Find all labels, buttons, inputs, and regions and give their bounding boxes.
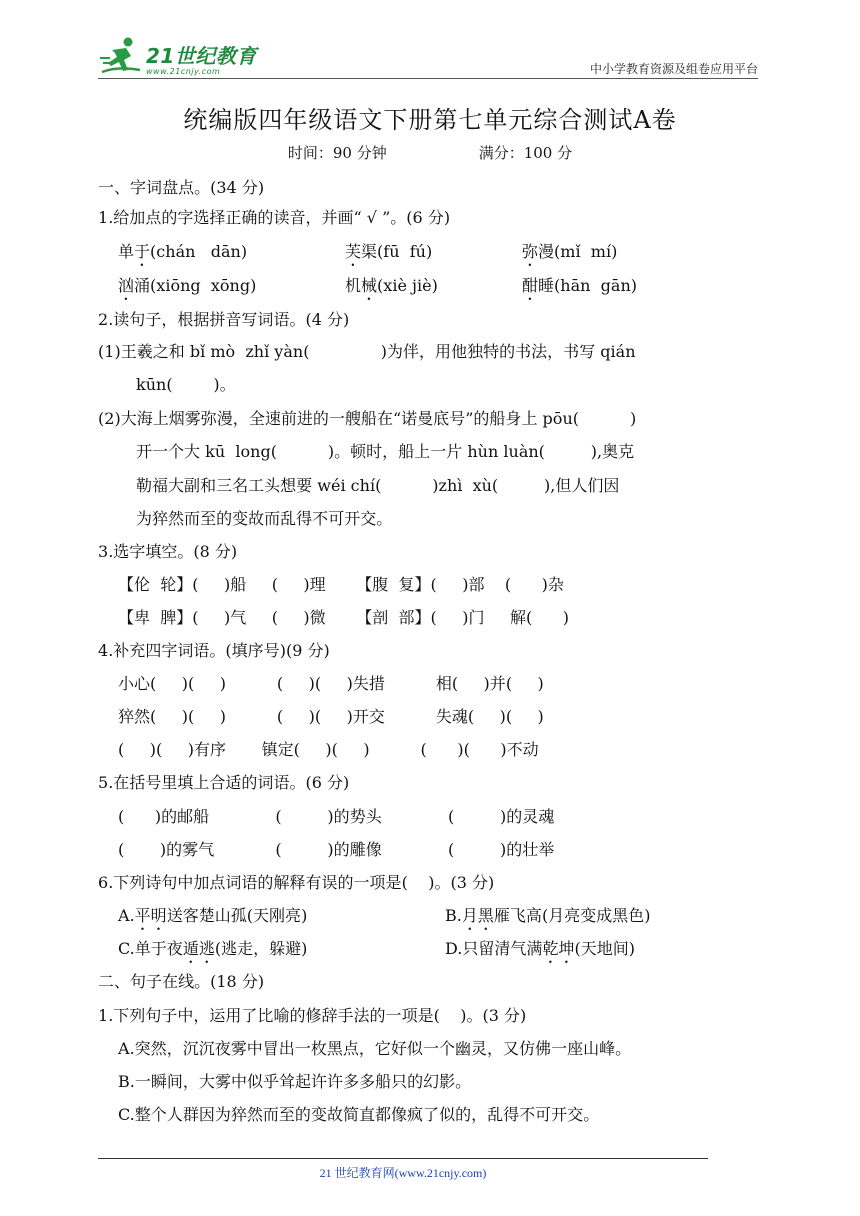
footer-divider xyxy=(98,1158,708,1159)
exam-line: 单于(chán dān) xyxy=(118,242,248,261)
exam-line: D.只留清气满乾坤(天地间) xyxy=(445,939,636,958)
logo-url: www.21cnjy.com xyxy=(146,67,221,76)
exam-line: (2)大海上烟雾弥漫，全速前进的一艘船在“诺曼底号”的船身上 pōu( ) xyxy=(98,409,637,428)
exam-line: 为猝然而至的变故而乱得不可开交。 xyxy=(136,509,393,528)
exam-line: 1.下列句子中，运用了比喻的修辞手法的一项是( )。(3 分) xyxy=(98,1006,527,1025)
exam-line: B.一瞬间，大雾中似乎耸起许许多多船只的幻影。 xyxy=(118,1072,472,1091)
exam-line: kūn( )。 xyxy=(136,375,236,394)
exam-line: 酣睡(hān gān) xyxy=(522,276,637,295)
exam-line: 6.下列诗句中加点词语的解释有误的一项是( )。(3 分) xyxy=(98,873,495,892)
exam-line: 猝然( )( ) ( )( )开交 失魂( )( ) xyxy=(118,707,544,726)
exam-line: (1)王羲之和 bǐ mò zhǐ yàn( )为伴，用他独特的书法，书写 qián xyxy=(98,342,636,361)
exam-line: 芙渠(fū fú) xyxy=(345,242,433,261)
exam-line: C.单于夜遁逃(逃走，躲避) xyxy=(118,939,308,958)
exam-title: 统编版四年级语文下册第七单元综合测试A卷 xyxy=(183,106,677,134)
header-divider xyxy=(98,78,758,79)
exam-score: 满分：100 分 xyxy=(478,144,573,162)
exam-line: 4.补充四字词语。(填序号)(9 分) xyxy=(98,641,330,660)
exam-line: 二、句子在线。(18 分) xyxy=(98,972,265,991)
runner-logo-icon xyxy=(98,36,142,76)
exam-line: 小心( )( ) ( )( )失措 相( )并( ) xyxy=(118,674,544,693)
exam-line: 【伦 轮】( )船 ( )理 【腹 复】( )部 ( )杂 xyxy=(118,575,564,594)
exam-line: 一、字词盘点。(34 分) xyxy=(98,178,265,197)
exam-line: 【卑 脾】( )气 ( )微 【剖 部】( )门 解( ) xyxy=(118,608,570,627)
exam-line: 汹涌(xiōng xōng) xyxy=(118,276,257,295)
exam-line: C.整个人群因为猝然而至的变故简直都像疯了似的，乱得不可开交。 xyxy=(118,1105,600,1124)
exam-line: ( )的邮船 ( )的势头 ( )的灵魂 xyxy=(118,807,555,826)
platform-tagline: 中小学教育资源及组卷应用平台 xyxy=(589,62,758,76)
exam-line: ( )的雾气 ( )的雕像 ( )的壮举 xyxy=(118,840,555,859)
exam-info xyxy=(0,142,860,163)
exam-line: 开一个大 kū long( )。顿时，船上一片 hùn luàn( ),奥克 xyxy=(136,442,635,461)
exam-line: 3.选字填空。(8 分) xyxy=(98,542,238,561)
exam-line: 5.在括号里填上合适的词语。(6 分) xyxy=(98,773,350,792)
exam-line: 1.给加点的字选择正确的读音，并画“ √ ”。(6 分) xyxy=(98,208,451,227)
exam-line: ( )( )有序 镇定( )( ) ( )( )不动 xyxy=(118,740,539,759)
site-logo xyxy=(98,36,257,76)
exam-line: 弥漫(mǐ mí) xyxy=(522,242,618,261)
page-header xyxy=(98,36,758,78)
exam-time: 时间：90 分钟 xyxy=(287,144,387,162)
exam-line: 勒福大副和三名工头想要 wéi chí( )zhì xù( ),但人们因 xyxy=(136,476,620,495)
footer-source: 21 世纪教育网(www.21cnjy.com) xyxy=(319,1166,487,1180)
exam-line: B.月黑雁飞高(月亮变成黑色) xyxy=(445,906,651,925)
exam-line: A.突然，沉沉夜雾中冒出一枚黑点，它好似一个幽灵，又仿佛一座山峰。 xyxy=(118,1039,632,1058)
logo-title: 21世纪教育 xyxy=(146,44,257,68)
exam-line: A.平明送客楚山孤(天刚亮) xyxy=(118,906,308,925)
exam-line: 2.读句子，根据拼音写词语。(4 分) xyxy=(98,310,350,329)
exam-line: 机械(xiè jiè) xyxy=(345,276,438,295)
